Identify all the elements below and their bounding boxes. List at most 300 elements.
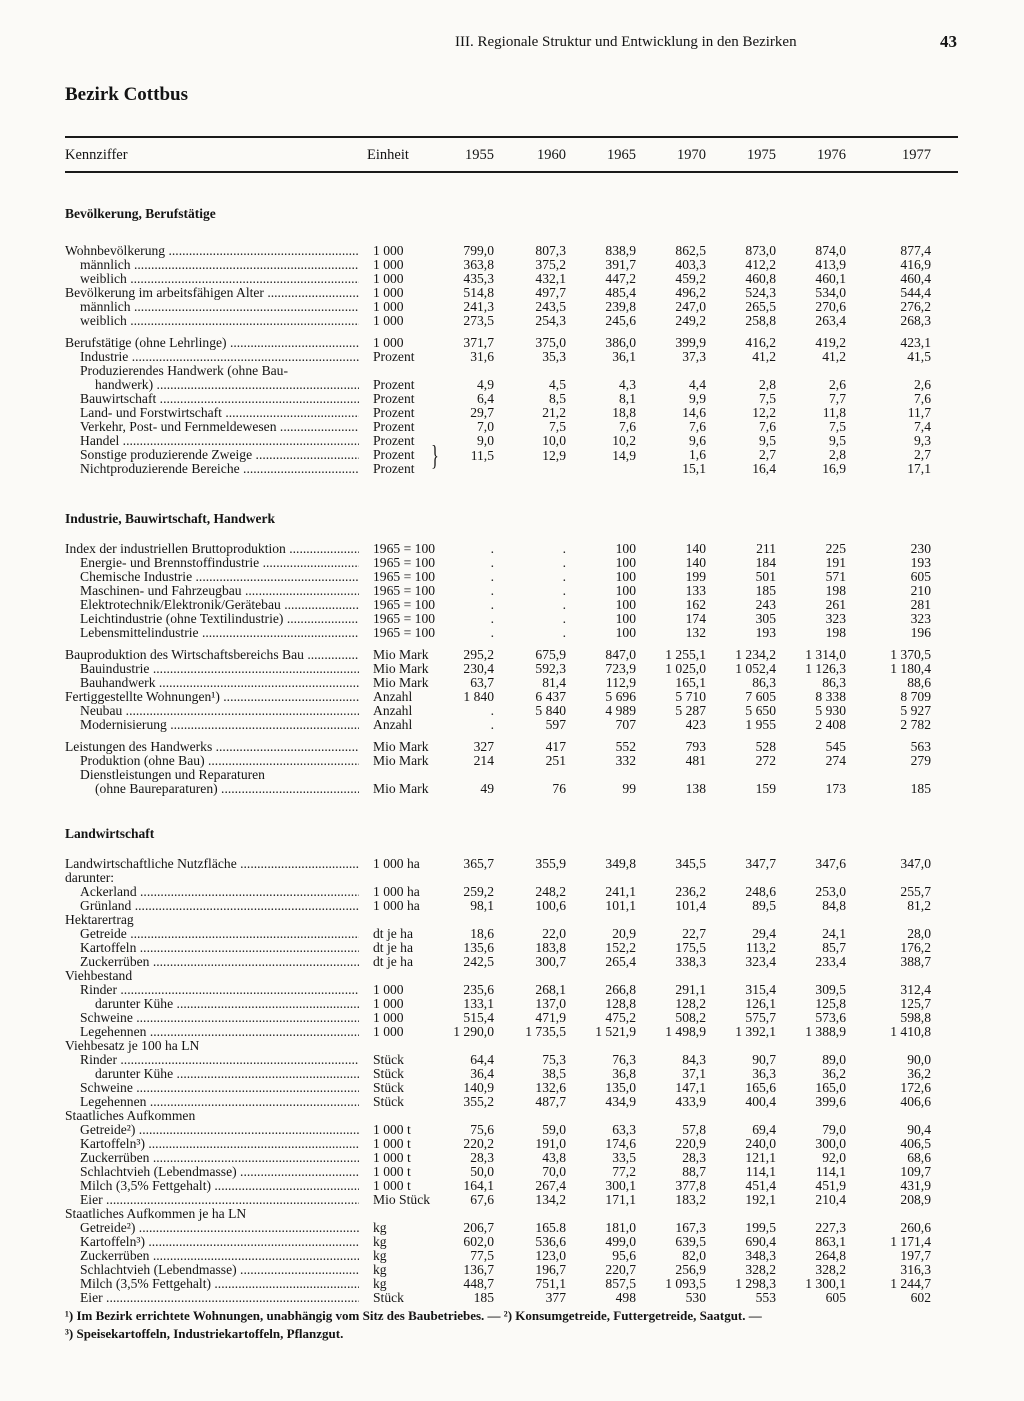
row-unit: Mio Mark bbox=[373, 647, 429, 662]
table-cell: 1 298,3 bbox=[735, 1276, 776, 1291]
table-cell: 33,5 bbox=[612, 1150, 636, 1165]
table-cell: 1 498,9 bbox=[665, 1024, 706, 1039]
row-label: Legehennen ..... bbox=[65, 1025, 359, 1039]
table-cell: 121,1 bbox=[745, 1150, 776, 1165]
table-cell: 1 255,1 bbox=[665, 647, 706, 662]
table-row bbox=[0, 584, 1024, 598]
table-cell: 1 370,5 bbox=[890, 647, 931, 662]
table-cell: 113,2 bbox=[745, 940, 776, 955]
table-cell: 268,3 bbox=[900, 313, 931, 328]
row-unit: kg bbox=[373, 1262, 387, 1277]
table-cell: 575,7 bbox=[745, 1010, 776, 1025]
merged-value-row bbox=[0, 449, 1024, 463]
table-cell: 1 392,1 bbox=[735, 1024, 776, 1039]
row-unit: 1 000 t bbox=[373, 1136, 411, 1151]
row-label: Zuckerrüben ..... bbox=[65, 1151, 359, 1165]
table-cell: 316,3 bbox=[900, 1262, 931, 1277]
table-row bbox=[0, 570, 1024, 584]
row-label: Index der industriellen Bruttoproduktion ..... bbox=[65, 542, 359, 556]
row-label: Staatliches Aufkommen je ha LN bbox=[65, 1207, 247, 1221]
table-row bbox=[0, 740, 1024, 754]
table-cell: 323 bbox=[825, 611, 846, 626]
row-unit: Stück bbox=[373, 1080, 404, 1095]
table-cell: 193 bbox=[755, 625, 776, 640]
table-cell: 435,3 bbox=[463, 271, 494, 286]
table-cell: 197,7 bbox=[900, 1248, 931, 1263]
section-heading: Landwirtschaft bbox=[65, 826, 155, 841]
table-cell: 377 bbox=[545, 1290, 566, 1305]
table-cell: 7,5 bbox=[759, 391, 776, 406]
table-cell: 198 bbox=[825, 583, 846, 598]
table-cell: 18,8 bbox=[612, 405, 636, 420]
row-label: Schweine ..... bbox=[65, 1011, 359, 1025]
row-label: darunter: bbox=[65, 871, 115, 885]
table-cell: 101,4 bbox=[675, 898, 706, 913]
row-label: Zuckerrüben ..... bbox=[65, 955, 359, 969]
table-cell: 192,1 bbox=[745, 1192, 776, 1207]
row-unit: Mio Mark bbox=[373, 739, 429, 754]
row-unit: Stück bbox=[373, 1094, 404, 1109]
table-cell: 24,1 bbox=[822, 926, 846, 941]
table-cell: 6 437 bbox=[535, 689, 566, 704]
table-row bbox=[0, 1249, 1024, 1263]
table-row bbox=[0, 1137, 1024, 1151]
table-cell: 605 bbox=[910, 569, 931, 584]
table-cell: 515,4 bbox=[463, 1010, 494, 1025]
table-cell: 847,0 bbox=[605, 647, 636, 662]
table-cell: 723,9 bbox=[605, 661, 636, 676]
table-cell: 85,7 bbox=[822, 940, 846, 955]
table-cell: 327 bbox=[473, 739, 494, 754]
table-cell: 403,3 bbox=[675, 257, 706, 272]
table-cell: 191,0 bbox=[535, 1136, 566, 1151]
table-row bbox=[0, 612, 1024, 626]
table-cell: 1 093,5 bbox=[665, 1276, 706, 1291]
table-cell: 208,9 bbox=[900, 1192, 931, 1207]
table-cell: 9,5 bbox=[759, 433, 776, 448]
table-cell: 90,4 bbox=[907, 1122, 931, 1137]
table-cell: 305 bbox=[755, 611, 776, 626]
table-row bbox=[0, 1039, 1024, 1053]
table-cell: 1 180,4 bbox=[890, 661, 931, 676]
table-row bbox=[0, 955, 1024, 969]
table-cell: 76,3 bbox=[612, 1052, 636, 1067]
table-row bbox=[0, 913, 1024, 927]
row-label: Eier ..... bbox=[65, 1291, 359, 1305]
table-cell: 471,9 bbox=[535, 1010, 566, 1025]
table-row bbox=[0, 1025, 1024, 1039]
table-cell: 4,5 bbox=[549, 377, 566, 392]
table-cell: 133,1 bbox=[463, 996, 494, 1011]
table-cell: 1 735,5 bbox=[525, 1024, 566, 1039]
row-unit: 1 000 t bbox=[373, 1122, 411, 1137]
row-unit: 1965 = 100 bbox=[373, 541, 436, 556]
table-row bbox=[0, 1081, 1024, 1095]
table-cell: 347,6 bbox=[815, 856, 846, 871]
table-cell: 391,7 bbox=[605, 257, 636, 272]
table-cell: 460,4 bbox=[900, 271, 931, 286]
row-label: Lebensmittelindustrie ..... bbox=[65, 626, 359, 640]
row-label: Leichtindustrie (ohne Textilindustrie) ..... bbox=[65, 612, 359, 626]
table-cell: 263,4 bbox=[815, 313, 846, 328]
table-cell: 573,6 bbox=[815, 1010, 846, 1025]
table-cell: 172,6 bbox=[900, 1080, 931, 1095]
footnote: ¹) Im Bezirk errichtete Wohnungen, unabhängig vom Sitz des Baubetriebes. — ²) Konsumgetreide, Futtergetreide, Saatgut. — bbox=[65, 1308, 762, 1323]
table-cell: 399,6 bbox=[815, 1094, 846, 1109]
table-cell: 413,9 bbox=[815, 257, 846, 272]
row-label: darunter Kühe ..... bbox=[65, 997, 359, 1011]
table-cell: 332 bbox=[615, 753, 636, 768]
table-cell: 75,6 bbox=[470, 1122, 494, 1137]
row-unit: Anzahl bbox=[373, 703, 413, 718]
table-cell: 592,3 bbox=[535, 661, 566, 676]
table-cell: 100 bbox=[615, 583, 636, 598]
table-cell: 9,3 bbox=[914, 433, 931, 448]
table-cell: 101,1 bbox=[605, 898, 636, 913]
table-cell: 1 388,9 bbox=[805, 1024, 846, 1039]
table-cell: 135,0 bbox=[605, 1080, 636, 1095]
table-cell: 165,6 bbox=[745, 1080, 776, 1095]
table-row bbox=[0, 1123, 1024, 1137]
table-cell: 35,3 bbox=[542, 349, 566, 364]
table-cell: 485,4 bbox=[605, 285, 636, 300]
table-header-rule bbox=[65, 171, 958, 173]
row-label: Maschinen- und Fahrzeugbau ..... bbox=[65, 584, 359, 598]
table-cell: 183,2 bbox=[675, 1192, 706, 1207]
table-cell: 211 bbox=[756, 541, 776, 556]
table-cell: 18,6 bbox=[470, 926, 494, 941]
table-cell: 253,0 bbox=[815, 884, 846, 899]
table-row bbox=[0, 983, 1024, 997]
brace-icon: } bbox=[431, 440, 439, 472]
table-cell: 1,6 bbox=[689, 447, 706, 462]
table-cell: 41,2 bbox=[822, 349, 846, 364]
table-row bbox=[0, 1151, 1024, 1165]
row-label: männlich ..... bbox=[65, 258, 359, 272]
row-unit: Prozent bbox=[373, 447, 415, 462]
table-cell: 109,7 bbox=[900, 1164, 931, 1179]
table-cell: 5 710 bbox=[675, 689, 706, 704]
table-cell: 140 bbox=[685, 555, 706, 570]
row-unit: 1 000 bbox=[373, 313, 404, 328]
table-cell: 419,2 bbox=[815, 335, 846, 350]
row-unit: dt je ha bbox=[373, 926, 414, 941]
row-label: Getreide ..... bbox=[65, 927, 359, 941]
table-cell: . bbox=[562, 555, 566, 570]
table-cell: 132,6 bbox=[535, 1080, 566, 1095]
table-cell: 22,7 bbox=[682, 926, 706, 941]
table-row bbox=[0, 272, 1024, 286]
table-cell: 2,6 bbox=[914, 377, 931, 392]
table-cell: 89,0 bbox=[822, 1052, 846, 1067]
table-cell: 1 052,4 bbox=[735, 661, 776, 676]
table-cell: 99 bbox=[622, 781, 636, 796]
table-cell: 371,7 bbox=[463, 335, 494, 350]
row-unit: dt je ha bbox=[373, 954, 414, 969]
table-cell: 498 bbox=[615, 1290, 636, 1305]
row-unit: 1 000 t bbox=[373, 1178, 411, 1193]
row-label: Kartoffeln ..... bbox=[65, 941, 359, 955]
table-cell: 256,9 bbox=[675, 1262, 706, 1277]
table-cell: 448,7 bbox=[463, 1276, 494, 1291]
row-label: Wohnbevölkerung ..... bbox=[65, 244, 359, 258]
table-cell: 86,3 bbox=[822, 675, 846, 690]
column-header-year: 1955 bbox=[465, 147, 494, 163]
table-cell: 225 bbox=[825, 541, 846, 556]
table-cell: 423 bbox=[685, 717, 706, 732]
table-cell: 196 bbox=[910, 625, 931, 640]
table-cell: 69,4 bbox=[752, 1122, 776, 1137]
table-cell: 6,4 bbox=[477, 391, 494, 406]
table-cell: 7,7 bbox=[829, 391, 846, 406]
table-cell: 1 126,3 bbox=[805, 661, 846, 676]
row-label: Fertiggestellte Wohnungen¹) ..... bbox=[65, 690, 359, 704]
table-cell: 1 234,2 bbox=[735, 647, 776, 662]
table-cell: 272 bbox=[755, 753, 776, 768]
table-row bbox=[0, 1165, 1024, 1179]
table-cell: 416,2 bbox=[745, 335, 776, 350]
table-cell: 7,5 bbox=[549, 419, 566, 434]
table-cell: 602 bbox=[910, 1290, 931, 1305]
row-unit: Anzahl bbox=[373, 717, 413, 732]
table-cell: 31,6 bbox=[470, 349, 494, 364]
table-row bbox=[0, 420, 1024, 434]
table-cell: 315,4 bbox=[745, 982, 776, 997]
table-cell: 451,4 bbox=[745, 1178, 776, 1193]
row-label: darunter Kühe ..... bbox=[65, 1067, 359, 1081]
row-unit: 1965 = 100 bbox=[373, 569, 436, 584]
table-cell: 12,2 bbox=[752, 405, 776, 420]
table-cell: 36,1 bbox=[612, 349, 636, 364]
table-cell: 1 290,0 bbox=[453, 1024, 494, 1039]
table-cell: 95,6 bbox=[612, 1248, 636, 1263]
table-cell: 514,8 bbox=[463, 285, 494, 300]
row-unit: 1965 = 100 bbox=[373, 611, 436, 626]
table-cell: 9,6 bbox=[689, 433, 706, 448]
table-cell: 300,0 bbox=[815, 1136, 846, 1151]
table-row bbox=[0, 314, 1024, 328]
row-unit: Stück bbox=[373, 1052, 404, 1067]
table-cell: 499,0 bbox=[605, 1234, 636, 1249]
row-label: Neubau ..... bbox=[65, 704, 359, 718]
table-cell: 5 930 bbox=[815, 703, 846, 718]
table-cell: 15,1 bbox=[682, 461, 706, 476]
table-cell: 639,5 bbox=[675, 1234, 706, 1249]
table-cell: 230 bbox=[910, 541, 931, 556]
table-cell: 70,0 bbox=[542, 1164, 566, 1179]
table-cell: 838,9 bbox=[605, 243, 636, 258]
table-cell: 137,0 bbox=[535, 996, 566, 1011]
table-cell: 77,2 bbox=[612, 1164, 636, 1179]
table-cell: 126,1 bbox=[745, 996, 776, 1011]
table-cell: 165,1 bbox=[675, 675, 706, 690]
table-cell: 100 bbox=[615, 625, 636, 640]
row-unit: kg bbox=[373, 1276, 387, 1291]
table-cell: 597 bbox=[545, 717, 566, 732]
table-cell: 164,1 bbox=[463, 1178, 494, 1193]
table-cell: 268,1 bbox=[535, 982, 566, 997]
table-row bbox=[0, 1263, 1024, 1277]
table-cell: 36,4 bbox=[470, 1066, 494, 1081]
table-cell: 8 709 bbox=[900, 689, 931, 704]
table-row bbox=[0, 782, 1024, 796]
table-cell: 159 bbox=[755, 781, 776, 796]
table-cell: 8,1 bbox=[619, 391, 636, 406]
table-cell: 248,2 bbox=[535, 884, 566, 899]
table-row bbox=[0, 690, 1024, 704]
table-cell: 36,3 bbox=[752, 1066, 776, 1081]
row-unit: Mio Mark bbox=[373, 753, 429, 768]
table-cell: 675,9 bbox=[535, 647, 566, 662]
table-cell: 528 bbox=[755, 739, 776, 754]
table-cell: 171,1 bbox=[605, 1192, 636, 1207]
table-cell: 134,2 bbox=[535, 1192, 566, 1207]
table-cell: 79,0 bbox=[822, 1122, 846, 1137]
row-label: Elektrotechnik/Elektronik/Gerätebau ..... bbox=[65, 598, 359, 612]
table-cell: 416,9 bbox=[900, 257, 931, 272]
table-cell: 2,8 bbox=[759, 377, 776, 392]
table-cell: 258,8 bbox=[745, 313, 776, 328]
table-row bbox=[0, 244, 1024, 258]
table-cell: 690,4 bbox=[745, 1234, 776, 1249]
table-cell: 5 696 bbox=[605, 689, 636, 704]
table-cell: 185 bbox=[910, 781, 931, 796]
table-cell: . bbox=[490, 717, 494, 732]
table-cell: 9,5 bbox=[829, 433, 846, 448]
table-cell: 41,5 bbox=[907, 349, 931, 364]
table-cell: 77,5 bbox=[470, 1248, 494, 1263]
table-cell: 247,0 bbox=[675, 299, 706, 314]
table-cell: . bbox=[562, 569, 566, 584]
row-unit: Anzahl bbox=[373, 689, 413, 704]
table-cell: 236,2 bbox=[675, 884, 706, 899]
table-cell: 7 605 bbox=[745, 689, 776, 704]
table-cell: 571 bbox=[825, 569, 846, 584]
table-cell: 230,4 bbox=[463, 661, 494, 676]
table-row bbox=[0, 542, 1024, 556]
table-cell: 328,2 bbox=[815, 1262, 846, 1277]
table-cell: 355,9 bbox=[535, 856, 566, 871]
table-cell: 5 650 bbox=[745, 703, 776, 718]
table-cell: 88,7 bbox=[682, 1164, 706, 1179]
row-unit: dt je ha bbox=[373, 940, 414, 955]
table-cell: 312,4 bbox=[900, 982, 931, 997]
table-cell: 274 bbox=[825, 753, 846, 768]
table-cell: 100 bbox=[615, 541, 636, 556]
table-cell: 167,3 bbox=[675, 1220, 706, 1235]
table-row bbox=[0, 258, 1024, 272]
table-cell: 553 bbox=[755, 1290, 776, 1305]
row-label: Land- und Forstwirtschaft ..... bbox=[65, 406, 359, 420]
table-cell: 16,4 bbox=[752, 461, 776, 476]
table-cell: 273,5 bbox=[463, 313, 494, 328]
row-label: Getreide²) ..... bbox=[65, 1123, 359, 1137]
table-cell: 255,7 bbox=[900, 884, 931, 899]
table-cell: 210 bbox=[910, 583, 931, 598]
table-cell: 100 bbox=[615, 597, 636, 612]
row-label: Rinder ..... bbox=[65, 1053, 359, 1067]
table-cell: 751,1 bbox=[535, 1276, 566, 1291]
table-cell: 84,8 bbox=[822, 898, 846, 913]
table-cell: 67,6 bbox=[470, 1192, 494, 1207]
table-cell: 412,2 bbox=[745, 257, 776, 272]
table-cell: 874,0 bbox=[815, 243, 846, 258]
table-cell: 41,2 bbox=[752, 349, 776, 364]
table-cell: 406,5 bbox=[900, 1136, 931, 1151]
table-cell: 241,1 bbox=[605, 884, 636, 899]
table-cell: 1 314,0 bbox=[805, 647, 846, 662]
table-cell: 1 171,4 bbox=[890, 1234, 931, 1249]
table-cell: 75,3 bbox=[542, 1052, 566, 1067]
table-cell: 63,3 bbox=[612, 1122, 636, 1137]
row-unit: 1 000 bbox=[373, 335, 404, 350]
table-row bbox=[0, 1109, 1024, 1123]
row-unit: kg bbox=[373, 1234, 387, 1249]
row-label: Nichtproduzierende Bereiche ..... bbox=[65, 462, 359, 476]
table-cell: 276,2 bbox=[900, 299, 931, 314]
table-cell: 433,9 bbox=[675, 1094, 706, 1109]
table-cell: 487,7 bbox=[535, 1094, 566, 1109]
row-label: Kartoffeln³) ..... bbox=[65, 1235, 359, 1249]
table-cell: 260,6 bbox=[900, 1220, 931, 1235]
table-cell: . bbox=[562, 541, 566, 556]
table-cell: 266,8 bbox=[605, 982, 636, 997]
table-row bbox=[0, 1277, 1024, 1291]
table-cell: 7,5 bbox=[829, 419, 846, 434]
table-cell: 114,1 bbox=[815, 1164, 846, 1179]
table-cell: . bbox=[562, 583, 566, 598]
table-cell: 112,9 bbox=[605, 675, 636, 690]
table-cell: . bbox=[490, 597, 494, 612]
page-title: Bezirk Cottbus bbox=[65, 84, 188, 105]
column-header-kennziffer: Kennziffer bbox=[65, 147, 128, 163]
table-cell: 29,7 bbox=[470, 405, 494, 420]
table-cell: 11,5 bbox=[470, 448, 494, 463]
table-cell: 534,0 bbox=[815, 285, 846, 300]
table-cell: 877,4 bbox=[900, 243, 931, 258]
table-cell: 8 338 bbox=[815, 689, 846, 704]
table-cell: 447,2 bbox=[605, 271, 636, 286]
table-cell: 399,9 bbox=[675, 335, 706, 350]
table-cell: 365,7 bbox=[463, 856, 494, 871]
table-cell: 261 bbox=[825, 597, 846, 612]
table-cell: 536,6 bbox=[535, 1234, 566, 1249]
table-cell: 245,6 bbox=[605, 313, 636, 328]
table-cell: 434,9 bbox=[605, 1094, 636, 1109]
table-cell: 242,5 bbox=[463, 954, 494, 969]
table-cell: 63,7 bbox=[470, 675, 494, 690]
row-label: Zuckerrüben ..... bbox=[65, 1249, 359, 1263]
row-unit: Prozent bbox=[373, 419, 415, 434]
row-unit: 1965 = 100 bbox=[373, 555, 436, 570]
row-label: Bauhandwerk ..... bbox=[65, 676, 359, 690]
table-cell: 857,5 bbox=[605, 1276, 636, 1291]
row-unit: 1965 = 100 bbox=[373, 583, 436, 598]
row-label: weiblich ..... bbox=[65, 272, 359, 286]
table-cell: 1 244,7 bbox=[890, 1276, 931, 1291]
row-label: Getreide²) ..... bbox=[65, 1221, 359, 1235]
row-unit: Prozent bbox=[373, 391, 415, 406]
table-cell: 90,0 bbox=[907, 1052, 931, 1067]
table-cell: 2 408 bbox=[815, 717, 846, 732]
table-cell: 270,6 bbox=[815, 299, 846, 314]
table-cell: 7,6 bbox=[619, 419, 636, 434]
table-cell: 81,2 bbox=[907, 898, 931, 913]
table-cell: 363,8 bbox=[463, 257, 494, 272]
table-row bbox=[0, 406, 1024, 420]
table-cell: 481 bbox=[685, 753, 706, 768]
table-cell: 347,7 bbox=[745, 856, 776, 871]
